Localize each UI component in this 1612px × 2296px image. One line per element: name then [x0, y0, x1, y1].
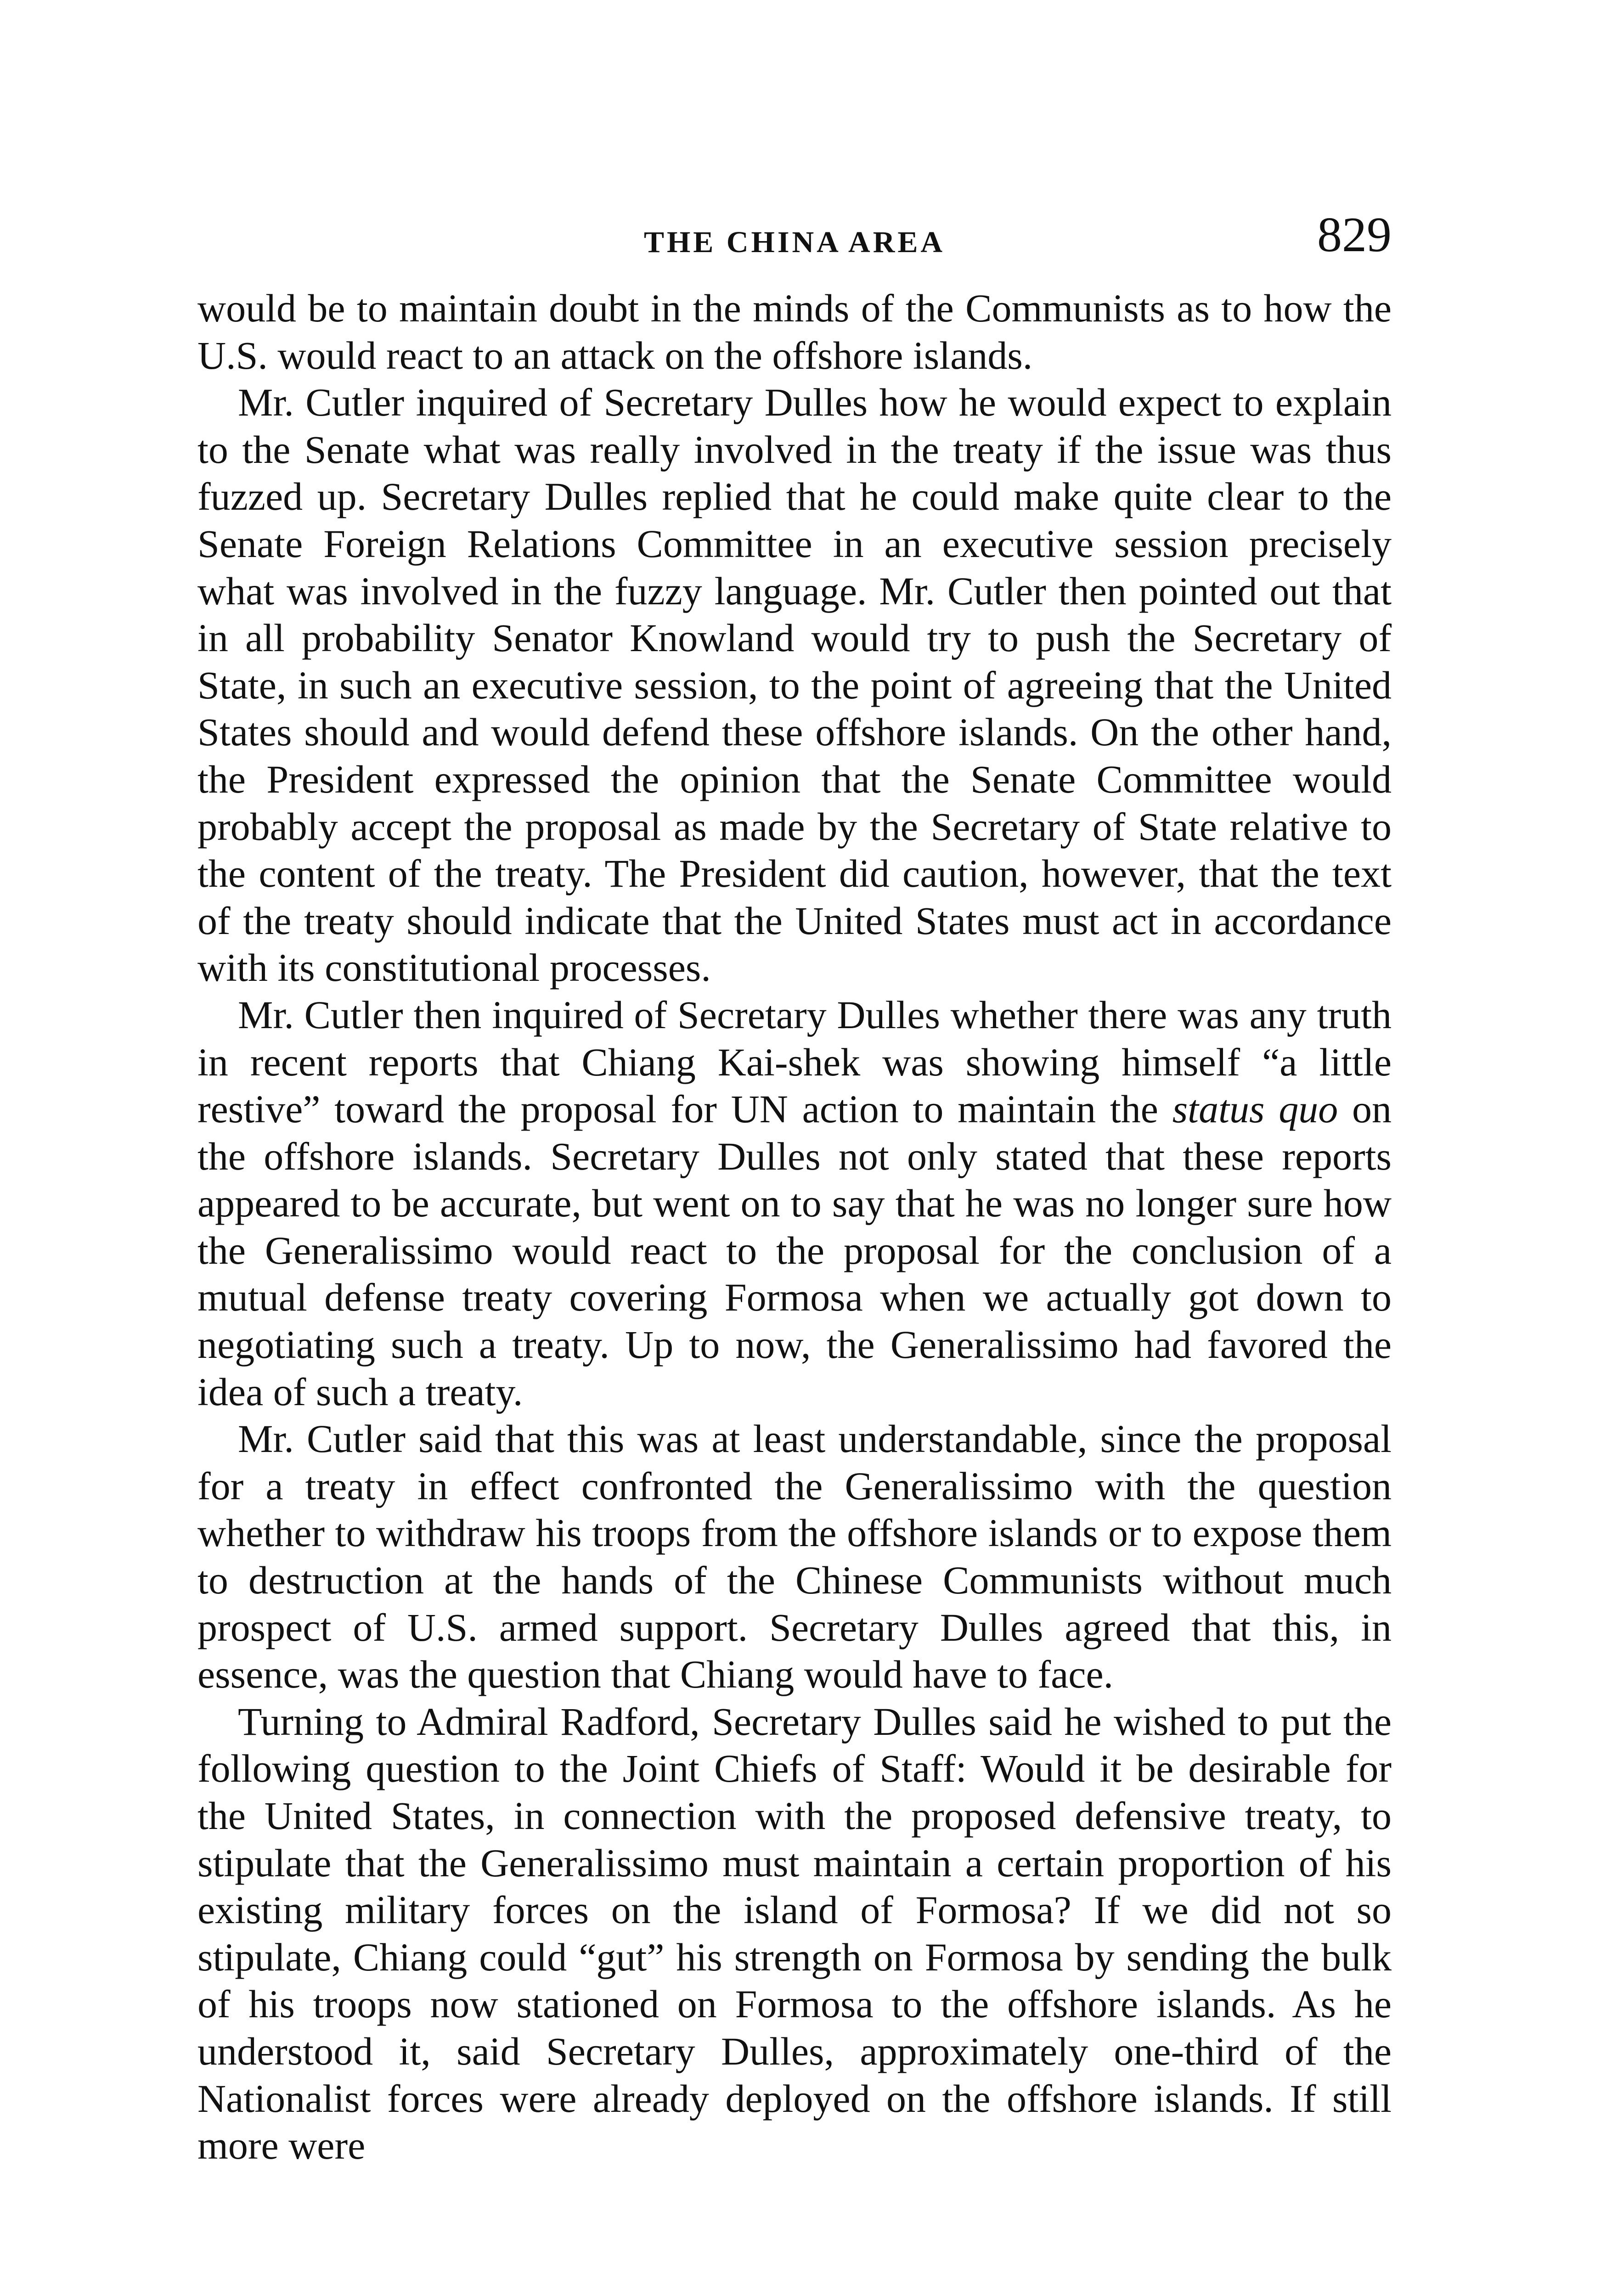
running-title: THE CHINA AREA [643, 225, 946, 259]
paragraph-4: Mr. Cutler said that this was at least understandable, since the proposal for a treaty in effect confronted the Generalissimo with the question whether to withdraw his troops from the offshore islands or to expose them to destruction at the hands of the Chinese Communists without much prospect of U.S. armed support. Secretary Dulles agreed that this, in essence, was the question that Chiang would have to face. [197, 1417, 1392, 1697]
paragraph-5: Turning to Admiral Radford, Secretary Dulles said he wished to put the following question to the Joint Chiefs of Staff: Would it be desirable for the United States, in connection with the proposed defensive treaty, to stipulate that the Generalissimo must maintain a certain proportion of his existing military forces on the island of Formosa? If we did not so stipulate, Chiang could “gut” his strength on Formosa by sending the bulk of his troops now stationed on Formosa to the offshore islands. As he understood it, said Secretary Dulles, approximately one-third of the Nationalist forces were already deployed on the offshore islands. If still more were [197, 1699, 1392, 2168]
paragraph-1: would be to maintain doubt in the minds of the Communists as to how the U.S. would react to an attack on the offshore islands. [197, 286, 1392, 377]
paragraph-3-part-1: Mr. Cutler then inquired of Secretary Dulles whether there was any truth in recent reports that Chiang Kai-shek was showing himself “a little restive” toward the proposal for UN action to maintain the [197, 992, 1392, 1131]
page-number: 829 [1317, 208, 1392, 262]
paragraph-2: Mr. Cutler inquired of Secretary Dulles how he would expect to explain to the Senate what was really involved in the treaty if the issue was thus fuzzed up. Secretary Dulles replied that he could make quite clear to the Senate Foreign Relations Committee in an executive session precisely what was involved in the fuzzy language. Mr. Cutler then pointed out that in all probability Senator Knowland would try to push the Secretary of State, in such an executive session, to the point of agreeing that the United States should and would defend these offshore islands. On the other hand, the President expressed the opinion that the Senate Committee would probably accept the proposal as made by the Secretary of State relative to the content of the treaty. The President did caution, however, that the text of the treaty should indicate that the United States must act in accordance with its constitutional processes. [197, 380, 1392, 990]
paragraph-3-part-2: on the offshore islands. Secretary Dulles not only stated that these reports appeared to be accurate, but went on to say that he was no longer sure how the Generalissimo would react to the proposal for the conclusion of a mutual defense treaty covering Formosa when we actually got down to negotiating such a treaty. Up to now, the Generalissimo had favored the idea of such a treaty. [197, 1087, 1392, 1414]
paragraph-3 [197, 991, 1392, 1415]
body-text [197, 285, 1392, 2169]
status-quo-italic: status quo [1172, 1087, 1338, 1131]
book-page [197, 207, 1392, 2169]
running-header [197, 207, 1392, 285]
